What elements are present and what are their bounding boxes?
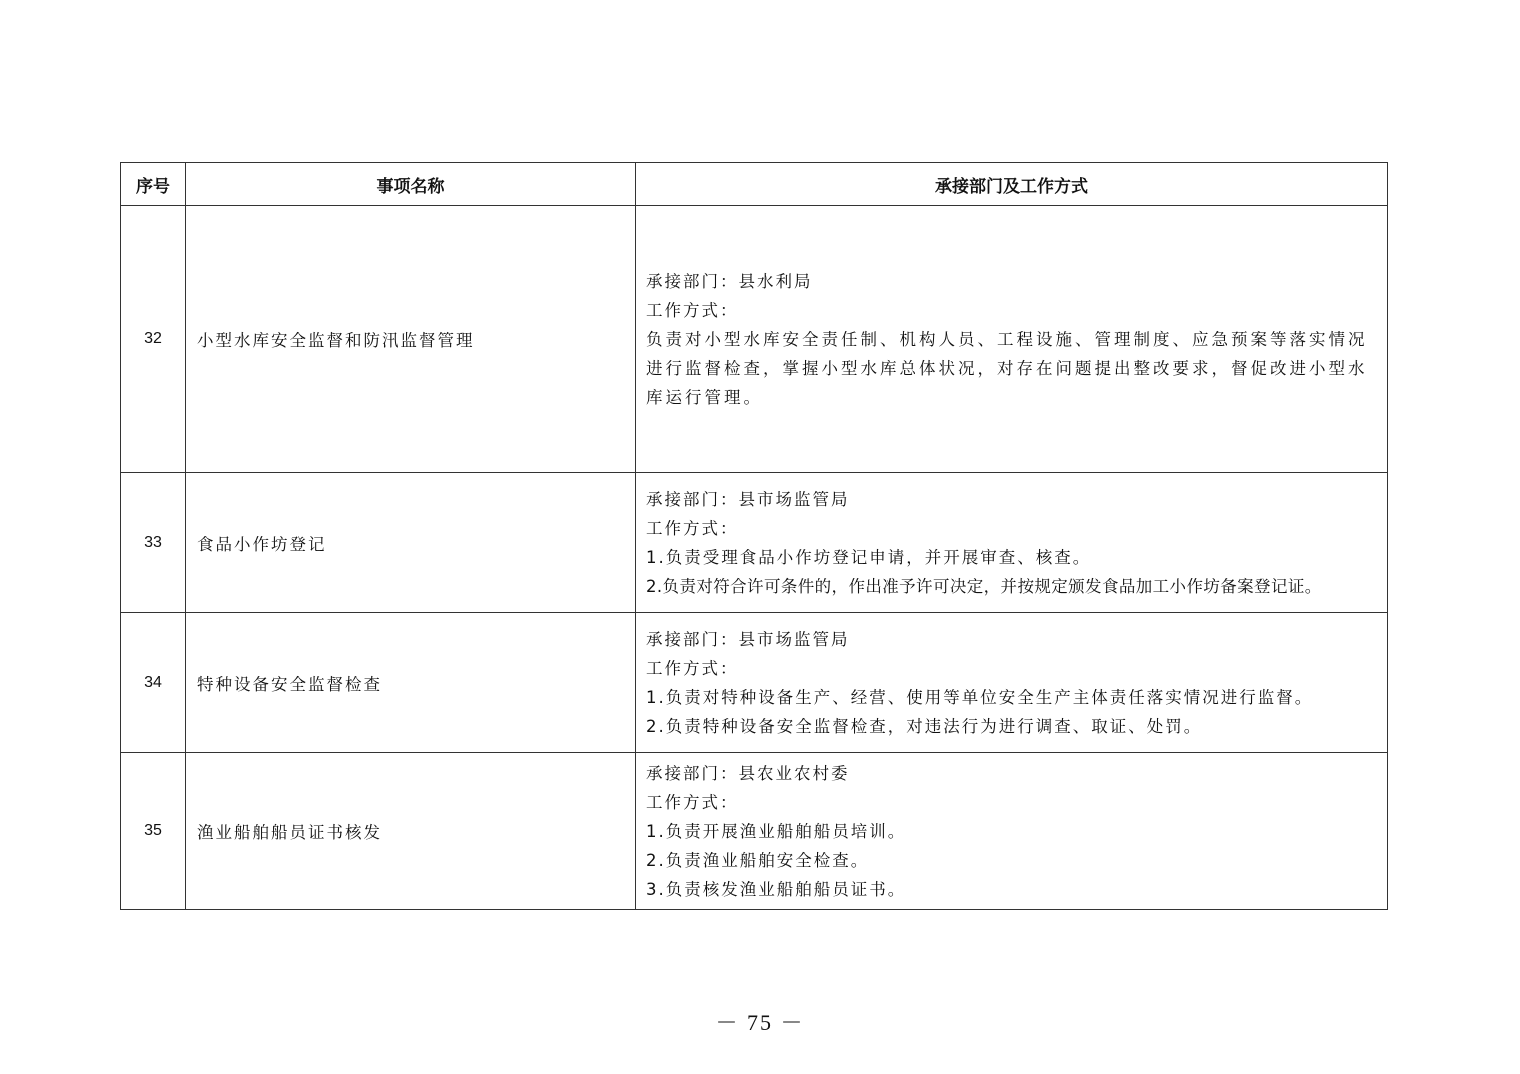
method-item: 2.负责渔业船舶安全检查。 [646, 850, 870, 870]
method-label: 工作方式： [646, 518, 739, 538]
table-header-row [121, 163, 1388, 206]
dept-line: 承接部门：县水利局 [646, 271, 813, 291]
method-label: 工作方式： [646, 792, 739, 812]
row-seq: 34 [121, 613, 186, 753]
method-item: 1.负责受理食品小作坊登记申请，并开展审查、核查。 [646, 547, 1092, 567]
row-desc [636, 613, 1388, 753]
method-item: 2.负责对符合许可条件的，作出准予许可决定，并按规定颁发食品加工小作坊备案登记证。 [646, 576, 1322, 596]
table-row [121, 613, 1388, 753]
method-item: 1.负责开展渔业船舶船员培训。 [646, 821, 907, 841]
row-name: 小型水库安全监督和防汛监督管理 [186, 206, 636, 473]
table-row [121, 753, 1388, 910]
table-row [121, 473, 1388, 613]
row-seq: 32 [121, 206, 186, 473]
row-desc [636, 206, 1388, 473]
table-row [121, 206, 1388, 473]
dept-line: 承接部门：县农业农村委 [646, 763, 850, 783]
method-item: 1.负责对特种设备生产、经营、使用等单位安全生产主体责任落实情况进行监督。 [646, 687, 1314, 707]
method-label: 工作方式： [646, 300, 739, 320]
method-item: 3.负责核发渔业船舶船员证书。 [646, 879, 907, 899]
header-seq: 序号 [121, 163, 186, 206]
method-item: 2.负责特种设备安全监督检查，对违法行为进行调查、取证、处罚。 [646, 716, 1203, 736]
row-name: 渔业船舶船员证书核发 [186, 753, 636, 910]
method-label: 工作方式： [646, 658, 739, 678]
matters-table [120, 162, 1388, 910]
page-number: － 75 － [715, 1010, 805, 1035]
row-desc [636, 753, 1388, 910]
dept-line: 承接部门：县市场监管局 [646, 629, 850, 649]
row-seq: 33 [121, 473, 186, 613]
method-item: 负责对小型水库安全责任制、机构人员、工程设施、管理制度、应急预案等落实情况进行监督检查，掌握小型水库总体状况，对存在问题提出整改要求，督促改进小型水库运行管理。 [646, 329, 1368, 407]
row-desc [636, 473, 1388, 613]
row-seq: 35 [121, 753, 186, 910]
row-name: 特种设备安全监督检查 [186, 613, 636, 753]
dept-line: 承接部门：县市场监管局 [646, 489, 850, 509]
header-dept: 承接部门及工作方式 [636, 163, 1388, 206]
header-name: 事项名称 [186, 163, 636, 206]
row-name: 食品小作坊登记 [186, 473, 636, 613]
